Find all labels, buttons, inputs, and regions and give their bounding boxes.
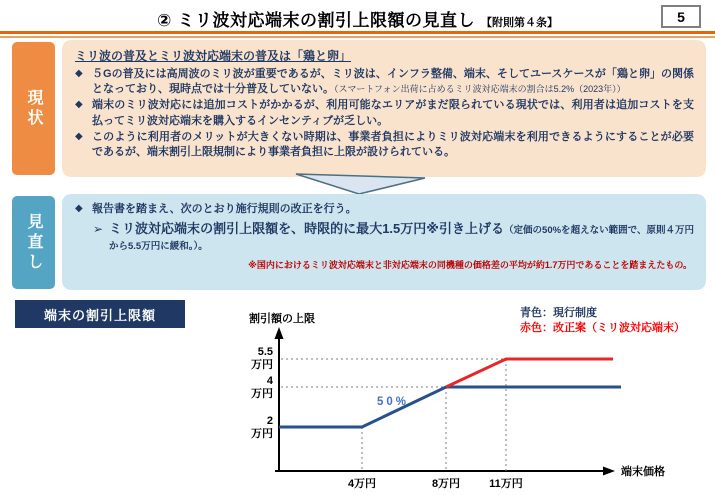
revision-sub-bullet (93, 220, 694, 255)
current-status-box (62, 40, 706, 177)
section-label-revision-text: 見直し (25, 212, 42, 273)
bullet-1-small: （スマートフォン出荷に占めるミリ波対応端末の割合は5.2%（2023年）） (334, 84, 626, 95)
y-tick-4-value: 4 (266, 375, 273, 387)
x-tick-8man: 8万円 (431, 478, 461, 490)
title-number: ② (157, 11, 172, 30)
legend-revised-plan: 赤色：改正案（ミリ波対応端末） (520, 322, 685, 334)
x-tick-11man: 11万円 (489, 478, 523, 490)
title-text: ミリ波対応端末の割引上限額の見直し (177, 11, 475, 30)
current-status-bullet-3-text: このように利用者のメリットが大きくない時期は、事業者負担によりミリ波対応端末を利用できるようにすることが必要であるが、端末割引上限規制により事業者負担に上限が設けられている。 (92, 130, 694, 158)
current-status-heading: ミリ波の普及とミリ波対応端末の普及は「鶏と卵」 (75, 49, 352, 63)
header-rule-thick (0, 31, 715, 34)
diamond-bullet-icon: ◆ (75, 99, 83, 111)
section-label-current-status (12, 42, 55, 175)
y-axis-title: 割引額の上限 (249, 313, 315, 325)
diamond-bullet-icon: ◆ (75, 68, 83, 79)
y-tick-5-5-value: 5.5 (257, 346, 273, 358)
y-tick-5-5-unit: 万円 (251, 359, 273, 371)
chart-section-label: 端末の割引上限額 (15, 300, 185, 328)
legend-current-system: 青色：現行制度 (520, 307, 597, 319)
revision-sub-bullet-text (109, 220, 694, 255)
current-status-bullet-1 (75, 67, 694, 97)
section-label-revision (12, 196, 55, 289)
discount-cap-chart (235, 295, 715, 495)
page-title (0, 6, 715, 31)
bullet-1-main: ５Gの普及には高周波のミリ波が重要であるが、ミリ波は、インフラ整備、端末、そしてユースケースが「鶏と卵」の関係となっており、現時点では十分普及していない。 (92, 68, 694, 96)
current-status-bullet-2-text: 端末のミリ波対応には追加コストがかかるが、利用可能なエリアがまだ限られている現状では、利用者は追加コストを支払ってミリ波対応端末を購入するインセンティブが乏しい。 (92, 99, 694, 127)
revision-bullet-text: 報告書を踏まえ、次のとおり施行規則の改正を行う。 (92, 203, 357, 215)
header-rule-thin (0, 36, 715, 38)
x-axis-arrow-icon (603, 467, 615, 476)
sub-bullet-main: ミリ波対応端末の割引上限額を、時限的に最大1.5万円※引き上げる (109, 221, 504, 237)
revision-footnote: ※国内におけるミリ波対応端末と非対応端末の同機種の価格差の平均が約1.7万円であることを踏まえたもの。 (248, 260, 692, 271)
current-status-bullet-2 (75, 98, 694, 128)
diamond-bullet-icon: ◆ (75, 203, 83, 214)
slope-annotation: 50% (377, 396, 410, 408)
y-tick-2-value: 2 (266, 415, 273, 427)
line-revised-plan (446, 359, 613, 387)
y-tick-2-unit: 万円 (251, 428, 273, 440)
section-label-current-status-text: 現状 (25, 88, 42, 129)
sub-bullet-small: （定価の50%を超えない範囲で、原則４万円から5.5万円に緩和。）。 (109, 225, 694, 253)
revision-bullet (75, 202, 694, 217)
title-note: 【附則第４条】 (480, 17, 558, 29)
x-tick-4man: 4万円 (347, 478, 377, 490)
diamond-bullet-icon: ◆ (75, 130, 83, 142)
page-number: 5 (661, 5, 701, 28)
current-status-bullet-1-text (92, 67, 694, 97)
y-axis-arrow-icon (275, 327, 284, 339)
arrowhead-bullet-icon: ➢ (93, 222, 104, 237)
line-current-system (279, 387, 621, 427)
x-axis-title: 端末価格 (621, 466, 665, 478)
current-status-bullet-3 (75, 130, 694, 160)
revision-box (62, 194, 706, 290)
y-tick-4-unit: 万円 (251, 388, 273, 400)
